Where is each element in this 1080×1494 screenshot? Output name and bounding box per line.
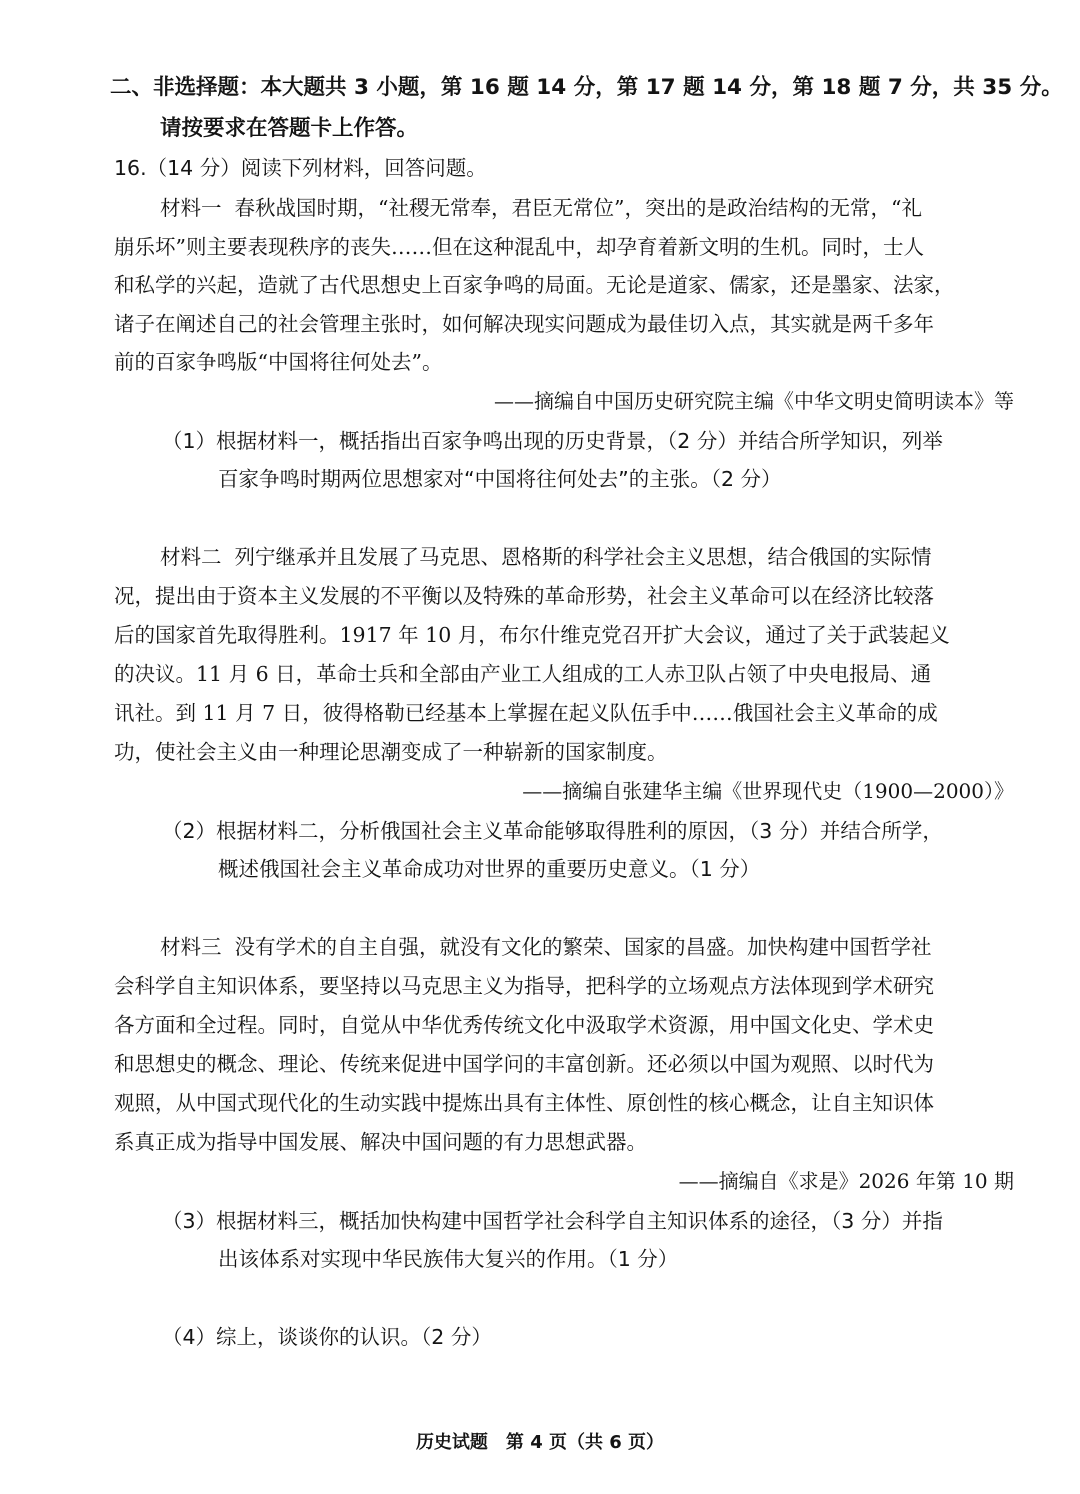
material-2-line-1 <box>160 545 932 569</box>
material-3-line-3: 各方面和全过程。同时，自觉从中华优秀传统文化中汲取学术资源，用中国文化史、学术史 <box>114 1013 934 1037</box>
material-1-line-2: 崩乐坏”则主要表现秩序的丧失……但在这种混乱中，却孕育着新文明的生机。同时，士人 <box>114 235 924 259</box>
material-3-line-5: 观照，从中国式现代化的生动实践中提炼出具有主体性、原创性的核心概念，让自主知识体 <box>114 1091 934 1115</box>
subquestion-4: （4）综上，谈谈你的认识。（2 分） <box>162 1325 492 1349</box>
material-2-line-2: 况，提出由于资本主义发展的不平衡以及特殊的革命形势，社会主义革命可以在经济比较落 <box>114 584 934 608</box>
subquestion-2-line-2: 概述俄国社会主义革命成功对世界的重要历史意义。（1 分） <box>218 857 761 881</box>
page-footer: 历史试题 第 4 页（共 6 页） <box>415 1432 665 1453</box>
section-heading-line-2: 请按要求在答题卡上作答。 <box>160 116 419 141</box>
material-1-text: 春秋战国时期，“社稷无常奉，君臣无常位”，突出的是政治结构的无常，“礼 <box>234 196 922 220</box>
material-1-line-4: 诸子在阐述自己的社会管理主张时，如何解决现实问题成为最佳切入点，其实就是两千多年 <box>114 312 934 336</box>
material-3-line-6: 系真正成为指导中国发展、解决中国问题的有力思想武器。 <box>114 1130 647 1154</box>
subquestion-1-line-1: （1）根据材料一，概括指出百家争鸣出现的历史背景，（2 分）并结合所学知识，列举 <box>162 429 943 453</box>
material-1-source: ——摘编自中国历史研究院主编《中华文明史简明读本》等 <box>494 389 1014 413</box>
material-1-line-1 <box>160 196 922 220</box>
material-2-line-3: 后的国家首先取得胜利。1917 年 10 月，布尔什维克党召开扩大会议，通过了关于武装起义 <box>114 623 950 647</box>
material-3-label: 材料三 <box>160 935 222 959</box>
subquestion-3-line-1: （3）根据材料三，概括加快构建中国哲学社会科学自主知识体系的途径，（3 分）并指 <box>162 1209 943 1233</box>
material-1-line-3: 和私学的兴起，造就了古代思想史上百家争鸣的局面。无论是道家、儒家，还是墨家、法家， <box>114 273 955 297</box>
material-3-line-1 <box>160 935 932 959</box>
material-1-label: 材料一 <box>160 196 222 220</box>
material-3-line-2: 会科学自主知识体系，要坚持以马克思主义为指导，把科学的立场观点方法体现到学术研究 <box>114 974 934 998</box>
material-2-label: 材料二 <box>160 545 222 569</box>
subquestion-2-line-1: （2）根据材料二，分析俄国社会主义革命能够取得胜利的原因，（3 分）并结合所学， <box>162 819 943 843</box>
material-3-text: 没有学术的自主自强，就没有文化的繁荣、国家的昌盛。加快构建中国哲学社 <box>234 935 932 959</box>
material-2-line-4: 的决议。11 月 6 日，革命士兵和全部由产业工人组成的工人赤卫队占领了中央电报局、通 <box>114 662 932 686</box>
material-2-source: ——摘编自张建华主编《世界现代史（1900—2000）》 <box>522 779 1014 803</box>
material-2-text: 列宁继承并且发展了马克思、恩格斯的科学社会主义思想，结合俄国的实际情 <box>234 545 932 569</box>
question-16-intro: 16.（14 分）阅读下列材料，回答问题。 <box>114 156 487 180</box>
subquestion-1-line-2: 百家争鸣时期两位思想家对“中国将往何处去”的主张。（2 分） <box>218 467 782 491</box>
section-heading-line-1: 二、非选择题：本大题共 3 小题，第 16 题 14 分，第 17 题 14 分，第 18 题 7 分，共 35 分。 <box>110 75 1063 100</box>
material-3-line-4: 和思想史的概念、理论、传统来促进中国学问的丰富创新。还必须以中国为观照、以时代为 <box>114 1052 934 1076</box>
subquestion-3-line-2: 出该体系对实现中华民族伟大复兴的作用。（1 分） <box>218 1247 679 1271</box>
material-2-line-6: 功，使社会主义由一种理论思潮变成了一种崭新的国家制度。 <box>114 740 668 764</box>
material-3-source: ——摘编自《求是》2026 年第 10 期 <box>678 1169 1014 1193</box>
material-2-line-5: 讯社。到 11 月 7 日，彼得格勒已经基本上掌握在起义队伍手中……俄国社会主义革命的成 <box>114 701 938 725</box>
material-1-line-5: 前的百家争鸣版“中国将往何处去”。 <box>114 350 443 374</box>
